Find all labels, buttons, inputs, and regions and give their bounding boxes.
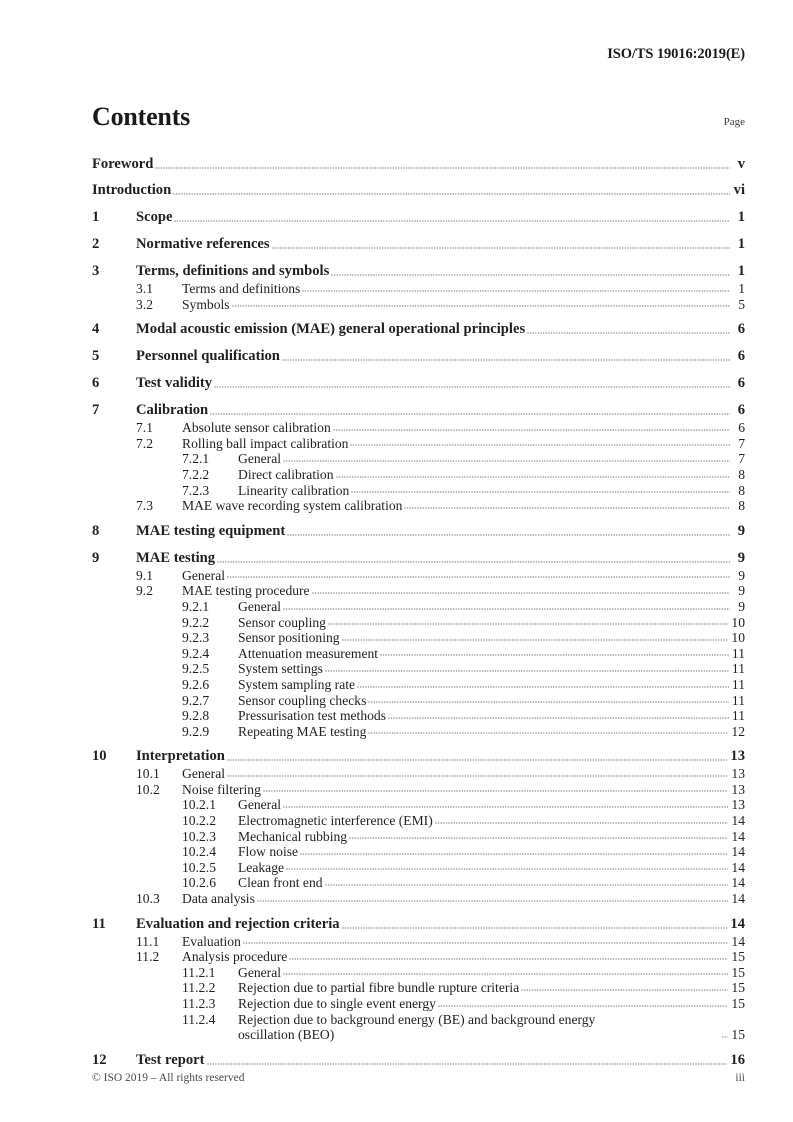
toc-entry-number: 11 xyxy=(92,915,106,932)
dot-leader xyxy=(227,759,728,763)
toc-entry-number: 10.2 xyxy=(136,781,160,797)
toc-entry-page-number: 13 xyxy=(731,797,745,813)
toc-entry-number: 9.2.2 xyxy=(182,614,210,630)
toc-entry-page-number: 14 xyxy=(731,828,745,844)
toc-entry-number: 9.2.6 xyxy=(182,676,210,692)
toc-entry-page-number: 14 xyxy=(731,844,745,860)
toc-entry-page-number: 9 xyxy=(737,549,745,566)
toc-entry-page-number: 14 xyxy=(731,859,745,875)
toc-entry-title: Linearity calibration xyxy=(238,482,350,498)
toc-entry-number: 4 xyxy=(92,321,100,338)
toc-entry-number: 9.1 xyxy=(136,567,153,583)
dot-leader xyxy=(325,670,729,674)
toc-entry-title: Analysis procedure xyxy=(182,949,288,965)
toc-entry-page-number: 11 xyxy=(731,708,745,724)
toc-entry-number: 3 xyxy=(92,263,100,279)
toc-entry-number: 7.2 xyxy=(136,435,153,451)
dot-leader xyxy=(368,701,729,705)
toc-entry-title: Terms, definitions and symbols xyxy=(136,263,330,279)
toc-entry-number: 9.2.1 xyxy=(182,598,210,614)
toc-entry-body xyxy=(92,154,745,174)
toc-entry-title-continuation-row xyxy=(238,1027,745,1043)
toc-entry-title: General xyxy=(182,766,226,782)
toc-entry[interactable] xyxy=(92,373,745,393)
page-title: Contents xyxy=(92,102,191,131)
toc-entry[interactable] xyxy=(92,483,745,499)
toc-entry-body xyxy=(182,782,745,798)
toc-entry-title: Attenuation measurement xyxy=(238,645,379,661)
toc-entry-number: 6 xyxy=(92,375,100,392)
toc-entry-title: Test validity xyxy=(136,375,213,392)
dot-leader xyxy=(388,717,729,721)
toc-entry-number: 9.2.8 xyxy=(182,708,210,724)
table-of-contents xyxy=(92,154,745,1070)
toc-entry-title: Test report xyxy=(136,1051,205,1068)
dot-leader xyxy=(214,386,730,390)
toc-entry-body xyxy=(182,436,745,452)
toc-entry-body xyxy=(182,498,745,514)
toc-entry-number: 10.2.1 xyxy=(182,797,216,813)
toc-entry-page-number: 6 xyxy=(737,348,745,365)
toc-entry-title: Terms and definitions xyxy=(182,281,301,296)
toc-entry-body xyxy=(136,234,745,254)
toc-entry-title: Flow noise xyxy=(238,844,299,860)
toc-entry-page-number: 14 xyxy=(731,875,745,891)
document-reference-header: ISO/TS 19016:2019(E) xyxy=(607,46,745,62)
toc-entry-title: Evaluation xyxy=(182,933,241,949)
contents-title-row xyxy=(92,104,745,130)
toc-entry-page-number: 6 xyxy=(737,375,745,392)
toc-entry[interactable] xyxy=(92,319,745,339)
dot-leader xyxy=(350,444,730,448)
toc-entry[interactable] xyxy=(92,521,745,541)
toc-entry-body xyxy=(238,996,745,1012)
toc-entry-page-number: 6 xyxy=(738,420,745,436)
toc-entry[interactable] xyxy=(92,860,745,876)
toc-entry[interactable] xyxy=(92,436,745,452)
toc-entry-number: 7.2.3 xyxy=(182,482,210,498)
toc-entry[interactable] xyxy=(92,467,745,483)
dot-leader xyxy=(227,576,730,580)
toc-entry[interactable] xyxy=(92,1050,745,1070)
toc-entry-body xyxy=(136,261,745,281)
toc-entry-body xyxy=(238,860,745,876)
toc-entry-title: Clean front end xyxy=(238,875,323,891)
toc-entry[interactable] xyxy=(92,708,745,724)
toc-entry-body xyxy=(136,346,745,366)
dot-leader xyxy=(336,476,731,480)
toc-entry-page-number: 10 xyxy=(731,614,745,630)
toc-entry-page-number: 8 xyxy=(738,482,745,498)
toc-entry-page-number: 15 xyxy=(731,1027,745,1043)
toc-entry-number: 3.1 xyxy=(136,281,153,296)
toc-entry-number: 10.2.5 xyxy=(182,859,216,875)
toc-entry[interactable] xyxy=(92,782,745,798)
toc-entry-number: 10.2.3 xyxy=(182,828,216,844)
toc-entry-page-number: 15 xyxy=(731,949,745,965)
toc-entry[interactable] xyxy=(92,996,745,1012)
toc-entry-title: Data analysis xyxy=(182,891,255,907)
toc-entry[interactable] xyxy=(92,829,745,845)
toc-entry-page-number: 16 xyxy=(730,1051,745,1068)
toc-entry[interactable] xyxy=(92,583,745,599)
toc-entry-number: 9.2.9 xyxy=(182,723,210,739)
toc-entry[interactable] xyxy=(92,661,745,677)
toc-entry-title: Electromagnetic interference (EMI) xyxy=(238,813,433,829)
dot-leader xyxy=(357,686,729,690)
toc-entry-title: Repeating MAE testing xyxy=(238,723,367,739)
toc-entry-title: Sensor positioning xyxy=(238,630,340,646)
toc-entry-body xyxy=(136,400,745,420)
toc-entry-number: 11.2.2 xyxy=(182,980,216,996)
toc-entry-page-number: 9 xyxy=(738,567,745,583)
toc-entry[interactable] xyxy=(92,400,745,420)
toc-entry-number: 3.2 xyxy=(136,296,153,312)
toc-entry-page-number: 1 xyxy=(737,209,745,225)
toc-entry-number: 11.2.3 xyxy=(182,996,216,1011)
dot-leader xyxy=(351,491,730,495)
toc-entry[interactable] xyxy=(92,965,745,981)
toc-entry[interactable] xyxy=(92,724,745,740)
dot-leader xyxy=(521,989,728,993)
toc-entry[interactable] xyxy=(92,548,745,568)
toc-entry-title: Modal acoustic emission (MAE) general operational principles xyxy=(136,321,526,338)
toc-entry-page-number: 14 xyxy=(731,813,745,829)
toc-entry-page-number: 11 xyxy=(731,692,745,708)
toc-entry-number: 9 xyxy=(92,549,100,566)
toc-entry[interactable] xyxy=(92,677,745,693)
toc-entry-number: 7.2.2 xyxy=(182,466,210,482)
toc-entry-body xyxy=(238,661,745,677)
toc-entry[interactable] xyxy=(92,630,745,646)
toc-entry[interactable] xyxy=(92,234,745,254)
toc-entry-body xyxy=(92,180,745,200)
dot-leader xyxy=(282,359,730,363)
toc-entry-page-number: 12 xyxy=(731,723,745,739)
toc-entry[interactable] xyxy=(92,949,745,965)
dot-leader xyxy=(263,790,729,794)
dot-leader xyxy=(438,1005,728,1009)
toc-entry[interactable] xyxy=(92,891,745,907)
toc-entry-page-number: 9 xyxy=(738,598,745,614)
toc-entry-body xyxy=(182,891,745,907)
toc-entry-page-number: 9 xyxy=(737,522,745,539)
toc-entry-page-number: v xyxy=(737,156,745,172)
toc-entry-number: 10.2.4 xyxy=(182,844,216,860)
toc-entry-page-number: 1 xyxy=(737,236,745,252)
toc-entry-page-number: 1 xyxy=(738,281,745,296)
toc-entry-title: General xyxy=(238,598,282,614)
toc-entry-title: Scope xyxy=(136,209,173,225)
toc-entry[interactable] xyxy=(92,813,745,829)
toc-entry-page-number: 11 xyxy=(731,661,745,677)
toc-entry-number: 9.2.4 xyxy=(182,645,210,661)
page-column-label: Page xyxy=(723,116,745,128)
toc-entry-number: 9.2.3 xyxy=(182,630,210,646)
toc-entry-body xyxy=(182,949,745,965)
copyright-notice: © ISO 2019 – All rights reserved xyxy=(92,1072,245,1084)
toc-entry-body xyxy=(136,319,745,339)
toc-entry-number: 10 xyxy=(92,748,107,765)
toc-entry-page-number: 1 xyxy=(737,263,745,279)
toc-entry-body xyxy=(238,1012,745,1043)
toc-entry[interactable] xyxy=(92,980,745,996)
toc-entry-body xyxy=(182,934,745,950)
toc-entry-page-number: 13 xyxy=(731,766,745,782)
toc-entry-title: System settings xyxy=(238,661,323,677)
toc-entry-title: Interpretation xyxy=(136,748,225,765)
toc-entry-number: 1 xyxy=(92,209,100,225)
toc-entry[interactable] xyxy=(92,207,745,227)
toc-entry-title: Rolling ball impact calibration xyxy=(182,435,349,451)
dot-leader xyxy=(527,332,730,336)
dot-leader xyxy=(286,868,728,872)
toc-entry-number: 12 xyxy=(92,1051,107,1068)
toc-entry-page-number: 15 xyxy=(731,964,745,980)
toc-entry-body xyxy=(136,1050,745,1070)
toc-entry-number: 7.1 xyxy=(136,420,153,436)
toc-entry-title: MAE testing equipment xyxy=(136,522,286,539)
toc-entry-number: 11.1 xyxy=(136,933,160,949)
toc-entry-number: 2 xyxy=(92,236,100,252)
toc-entry-number: 7 xyxy=(92,402,100,419)
toc-entry-title: Absolute sensor calibration xyxy=(182,420,331,436)
toc-entry-title: MAE testing procedure xyxy=(182,583,310,599)
toc-entry-body xyxy=(238,797,745,813)
toc-entry-title: Rejection due to single event energy xyxy=(238,996,436,1011)
toc-entry-page-number: 14 xyxy=(730,915,745,932)
toc-entry-body xyxy=(238,630,745,646)
toc-entry-page-number: 5 xyxy=(738,296,745,312)
toc-entry-body xyxy=(238,451,745,467)
toc-entry[interactable] xyxy=(92,154,745,174)
toc-entry-title: General xyxy=(238,797,282,813)
dot-leader xyxy=(174,220,730,224)
toc-entry-body xyxy=(238,467,745,483)
toc-entry-body xyxy=(238,646,745,662)
toc-entry-title: Personnel qualification xyxy=(136,348,280,365)
toc-entry-title: Mechanical rubbing xyxy=(238,828,348,844)
toc-entry-body xyxy=(238,615,745,631)
dot-leader xyxy=(289,958,728,962)
toc-entry[interactable] xyxy=(92,844,745,860)
dot-leader xyxy=(333,429,730,433)
toc-entry-number: 10.2.6 xyxy=(182,875,216,891)
toc-entry-page-number: 13 xyxy=(731,781,745,797)
dot-leader xyxy=(722,1036,728,1040)
toc-entry-page-number: 11 xyxy=(731,645,745,661)
toc-entry-body xyxy=(182,297,745,313)
toc-entry-title: Introduction xyxy=(92,182,172,198)
toc-entry-number: 8 xyxy=(92,522,100,539)
dot-leader xyxy=(342,927,728,931)
toc-entry[interactable] xyxy=(92,766,745,782)
toc-entry-body xyxy=(238,483,745,499)
toc-entry-page-number: 10 xyxy=(731,630,745,646)
toc-entry[interactable] xyxy=(92,498,745,514)
toc-entry-page-number: 6 xyxy=(737,321,745,338)
dot-leader xyxy=(217,561,730,565)
toc-entry-number: 11.2.1 xyxy=(182,964,216,980)
toc-entry-number: 9.2 xyxy=(136,583,153,599)
toc-entry-title: Rejection due to background energy (BE) and background energy xyxy=(238,1011,596,1027)
toc-entry-title-continuation: oscillation (BEO) xyxy=(238,1027,335,1043)
dot-leader xyxy=(380,654,729,658)
toc-entry-page-number: 7 xyxy=(738,451,745,467)
dot-leader xyxy=(210,413,730,417)
toc-entry-title: Direct calibration xyxy=(238,466,334,482)
dot-leader xyxy=(257,900,729,904)
toc-entry-body xyxy=(238,980,745,996)
dot-leader xyxy=(283,973,728,977)
toc-entry-title: General xyxy=(238,451,282,467)
toc-entry-body xyxy=(182,420,745,436)
toc-entry-body xyxy=(136,914,745,934)
dot-leader xyxy=(328,623,728,627)
dot-leader xyxy=(232,305,730,309)
toc-entry-title: Foreword xyxy=(92,156,154,172)
dot-leader xyxy=(283,608,730,612)
dot-leader xyxy=(283,806,728,810)
toc-entry-title: Sensor coupling checks xyxy=(238,692,367,708)
dot-leader xyxy=(155,167,730,171)
toc-entry-page-number: 7 xyxy=(738,435,745,451)
toc-entry-title: Noise filtering xyxy=(182,781,261,797)
toc-entry[interactable] xyxy=(92,914,745,934)
toc-entry-number: 9.2.5 xyxy=(182,661,210,677)
toc-entry[interactable] xyxy=(92,615,745,631)
toc-entry-body xyxy=(238,693,745,709)
toc-entry[interactable] xyxy=(92,746,745,766)
toc-entry[interactable] xyxy=(92,1012,745,1043)
dot-leader xyxy=(227,775,728,779)
toc-entry-page-number: 9 xyxy=(738,583,745,599)
toc-entry-number: 5 xyxy=(92,348,100,365)
toc-entry[interactable] xyxy=(92,180,745,200)
toc-entry-title: General xyxy=(238,964,282,980)
toc-entry[interactable] xyxy=(92,797,745,813)
toc-entry-title: MAE testing xyxy=(136,549,216,566)
toc-entry-page-number: vi xyxy=(733,182,745,198)
toc-entry-body xyxy=(136,746,745,766)
dot-leader xyxy=(272,247,730,251)
toc-entry-body xyxy=(182,281,745,297)
toc-entry-body xyxy=(238,829,745,845)
dot-leader xyxy=(300,853,728,857)
toc-entry-page-number: 6 xyxy=(737,402,745,419)
toc-entry-number: 9.2.7 xyxy=(182,692,210,708)
toc-entry-number: 11.2.4 xyxy=(182,1011,216,1027)
toc-entry-title: General xyxy=(182,567,226,583)
dot-leader xyxy=(404,507,730,511)
toc-entry-page-number: 15 xyxy=(731,996,745,1011)
toc-entry-number: 11.2 xyxy=(136,949,160,965)
toc-entry[interactable] xyxy=(92,346,745,366)
dot-leader xyxy=(331,274,730,278)
dot-leader xyxy=(349,837,728,841)
dot-leader xyxy=(207,1063,728,1067)
toc-entry[interactable] xyxy=(92,599,745,615)
toc-entry-body xyxy=(182,766,745,782)
toc-entry-title: Evaluation and rejection criteria xyxy=(136,915,340,932)
toc-entry-title: System sampling rate xyxy=(238,676,356,692)
toc-entry-body xyxy=(136,373,745,393)
toc-entry-body xyxy=(182,568,745,584)
toc-entry-number: 7.2.1 xyxy=(182,451,210,467)
dot-leader xyxy=(435,822,729,826)
dot-leader xyxy=(342,639,729,643)
toc-entry[interactable] xyxy=(92,934,745,950)
page-footer xyxy=(92,1072,745,1084)
toc-entry-title: Sensor coupling xyxy=(238,614,326,630)
toc-entry[interactable] xyxy=(92,646,745,662)
toc-entry-title: MAE wave recording system calibration xyxy=(182,498,403,514)
toc-entry-title: Calibration xyxy=(136,402,209,419)
toc-entry-title: Rejection due to partial fibre bundle rupture criteria xyxy=(238,980,520,996)
toc-entry[interactable] xyxy=(92,875,745,891)
toc-entry-title: Symbols xyxy=(182,296,230,312)
toc-entry-number: 10.1 xyxy=(136,766,160,782)
toc-entry-body xyxy=(238,965,745,981)
toc-entry-page-number: 8 xyxy=(738,466,745,482)
toc-entry[interactable] xyxy=(92,568,745,584)
dot-leader xyxy=(312,592,730,596)
toc-entry-body xyxy=(238,844,745,860)
toc-entry[interactable] xyxy=(92,297,745,313)
toc-entry-title: Leakage xyxy=(238,859,285,875)
toc-entry-body xyxy=(238,724,745,740)
toc-entry-page-number: 14 xyxy=(731,891,745,907)
toc-entry[interactable] xyxy=(92,420,745,436)
toc-entry[interactable] xyxy=(92,261,745,281)
toc-entry-body xyxy=(136,548,745,568)
toc-entry-page-number: 15 xyxy=(731,980,745,996)
toc-entry[interactable] xyxy=(92,451,745,467)
dot-leader xyxy=(283,460,730,464)
toc-entry-number: 10.2.2 xyxy=(182,813,216,829)
toc-entry-title: Pressurisation test methods xyxy=(238,708,387,724)
toc-entry-number: 7.3 xyxy=(136,498,153,514)
toc-entry-title: Normative references xyxy=(136,236,270,252)
toc-entry-body xyxy=(238,708,745,724)
toc-entry-page-number: 13 xyxy=(730,748,745,765)
dot-leader xyxy=(173,193,730,197)
dot-leader xyxy=(243,942,729,946)
toc-entry-body xyxy=(238,677,745,693)
dot-leader xyxy=(325,884,729,888)
toc-entry-page-number: 8 xyxy=(738,498,745,514)
toc-entry-number: 10.3 xyxy=(136,891,160,907)
toc-entry-body xyxy=(136,521,745,541)
toc-entry-body xyxy=(238,599,745,615)
toc-entry-body xyxy=(182,583,745,599)
dot-leader xyxy=(287,534,730,538)
toc-entry-page-number: 14 xyxy=(731,933,745,949)
page-number: iii xyxy=(735,1072,745,1084)
toc-entry-page-number: 11 xyxy=(731,676,745,692)
dot-leader xyxy=(368,732,728,736)
toc-entry-body xyxy=(238,813,745,829)
toc-entry[interactable] xyxy=(92,281,745,297)
toc-entry-body xyxy=(238,875,745,891)
toc-entry-body xyxy=(136,207,745,227)
toc-entry[interactable] xyxy=(92,693,745,709)
dot-leader xyxy=(302,290,730,294)
